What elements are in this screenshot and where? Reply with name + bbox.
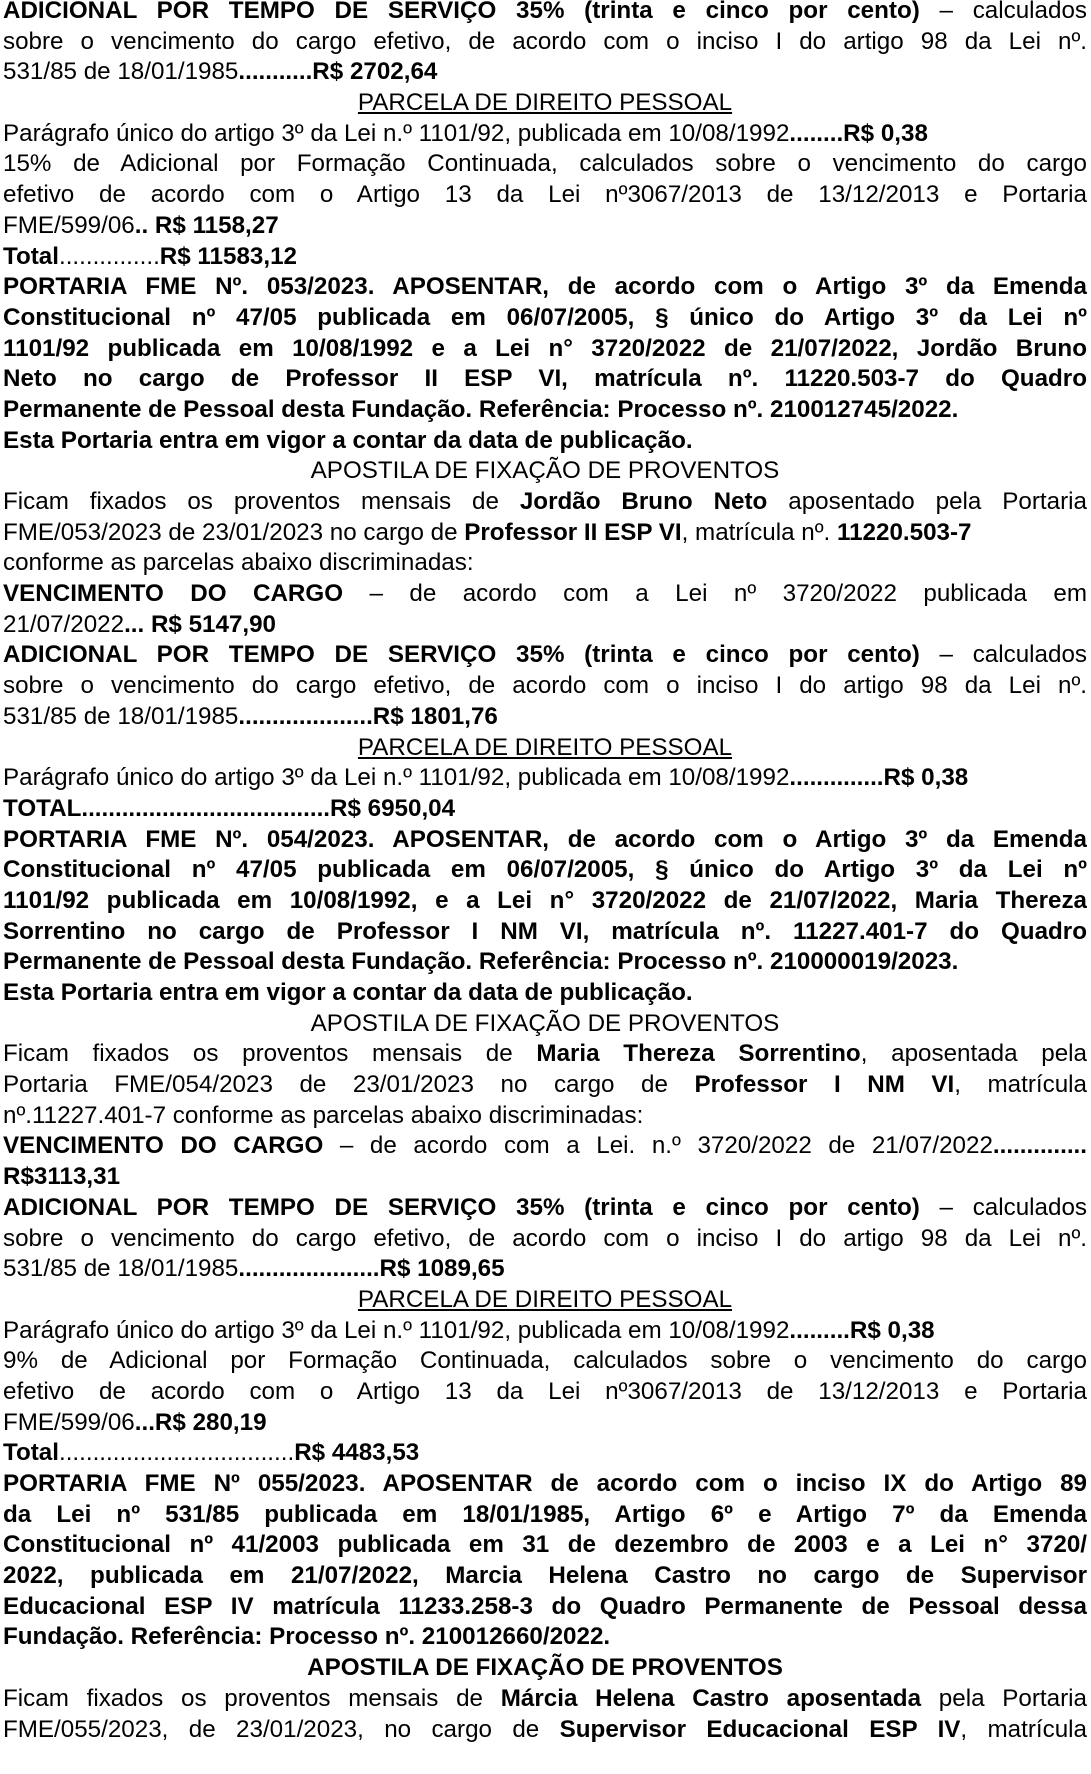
text-run: – calculados — [919, 641, 1087, 669]
bold-text-run: R$ 11583,12 — [159, 242, 297, 270]
text-run: – calculados — [919, 1193, 1087, 1221]
bold-text-run: TOTAL.....................................R$ 6950,04 — [3, 794, 456, 822]
bold-text-run: Permanente de Pessoal desta Fundação. Referência: Processo nº. 210012745/2022. — [3, 395, 959, 423]
text-run: , matrícula — [960, 1715, 1087, 1743]
bold-text-run: Total — [3, 1439, 59, 1467]
text-line — [3, 1715, 1087, 1746]
text-line — [3, 1469, 1087, 1500]
text-line — [3, 1131, 1087, 1162]
text-line — [3, 272, 1087, 303]
text-run: Ficam fixados os proventos mensais de — [3, 1040, 537, 1068]
bold-text-run: ..............R$ 0,38 — [789, 764, 969, 792]
document-text-column — [3, 0, 1087, 1745]
bold-text-run: ........R$ 0,38 — [789, 119, 928, 147]
text-line — [3, 88, 1087, 119]
bold-text-run: Constitucional nº 47/05 publicada em 06/07/2005, § único do Artigo 3º da Lei nº — [3, 856, 1087, 884]
text-line — [3, 1254, 1087, 1285]
text-run: , aposentada pela — [860, 1040, 1087, 1068]
text-line — [3, 671, 1087, 702]
text-line — [3, 794, 1087, 825]
bold-text-run: 1101/92 publicada em 10/08/1992, e a Lei n° 3720/2022 de 21/07/2022, Maria Thereza — [3, 886, 1087, 914]
bold-text-run: Permanente de Pessoal desta Fundação. Referência: Processo nº. 210000019/2023. — [3, 948, 959, 976]
text-line — [3, 1101, 1087, 1132]
bold-text-run: R$3113,31 — [3, 1163, 121, 1191]
bold-text-run: .........R$ 0,38 — [789, 1316, 935, 1344]
text-line — [3, 242, 1087, 273]
text-line — [3, 1285, 1087, 1316]
text-line — [3, 1684, 1087, 1715]
text-line — [3, 211, 1087, 242]
text-line — [3, 1162, 1087, 1193]
text-line — [3, 855, 1087, 886]
text-line — [3, 149, 1087, 180]
text-run: efetivo de acordo com o Artigo 13 da Lei nº3067/2013 de 13/12/2013 e Portaria — [3, 1377, 1087, 1405]
text-line — [3, 1592, 1087, 1623]
text-run: PARCELA DE DIREITO PESSOAL — [357, 1285, 733, 1313]
text-line — [3, 825, 1087, 856]
text-run: aposentado pela Portaria — [767, 488, 1087, 515]
text-line — [3, 364, 1087, 395]
text-line — [3, 1346, 1087, 1377]
text-run: , matrícula nº. — [681, 518, 837, 546]
text-line — [3, 1193, 1087, 1224]
bold-text-run: Supervisor Educacional ESP IV — [559, 1715, 961, 1743]
text-run: FME/599/06 — [3, 211, 135, 239]
bold-text-run: VENCIMENTO DO CARGO — [3, 1132, 324, 1160]
text-line — [3, 548, 1087, 579]
bold-text-run: PORTARIA FME Nº. 053/2023. APOSENTAR, de acordo com o Artigo 3º da Emenda — [3, 273, 1087, 301]
bold-text-run: Márcia Helena Castro aposentada — [500, 1684, 922, 1712]
text-run: efetivo de acordo com o Artigo 13 da Lei nº3067/2013 de 13/12/2013 e Portaria — [3, 181, 1087, 209]
bold-text-run: PORTARIA FME Nº 055/2023. APOSENTAR de acordo com o inciso IX do Artigo 89 — [3, 1470, 1087, 1497]
text-line — [3, 702, 1087, 733]
text-line — [3, 1224, 1087, 1255]
text-run: – calculados — [919, 0, 1087, 24]
text-line — [3, 518, 1087, 549]
text-run: ................................... — [58, 1439, 295, 1467]
bold-text-run: Esta Portaria entra em vigor a contar da data de publicação. — [3, 426, 693, 454]
text-run: Ficam fixados os proventos mensais de — [3, 1684, 501, 1712]
text-run: Ficam fixados os proventos mensais de — [3, 488, 520, 515]
text-line — [3, 180, 1087, 211]
bold-text-run: Esta Portaria entra em vigor a contar da data de publicação. — [3, 979, 693, 1006]
bold-text-run: Sorrentino no cargo de Professor I NM VI, matrícula nº. 11227.401-7 do Quadro — [3, 917, 1087, 945]
bold-text-run: 2022, publicada em 21/07/2022, Marcia Helena Castro no cargo de Supervisor — [3, 1562, 1087, 1590]
text-line — [3, 917, 1087, 948]
bold-text-run: da Lei nº 531/85 publicada em 18/01/1985, Artigo 6º e Artigo 7º da Emenda — [3, 1500, 1087, 1528]
bold-text-run: Total — [3, 242, 59, 270]
bold-text-run: Professor II ESP VI — [464, 518, 682, 546]
bold-text-run: Neto no cargo de Professor II ESP VI, matrícula nº. 11220.503-7 do Quadro — [3, 365, 1087, 393]
bold-text-run: Constitucional nº 47/05 publicada em 06/07/2005, § único do Artigo 3º da Lei nº — [3, 303, 1087, 331]
bold-text-run: 1101/92 publicada em 10/08/1992 e a Lei n° 3720/2022 de 21/07/2022, Jordão Bruno — [3, 334, 1087, 362]
text-line — [3, 334, 1087, 365]
text-line — [3, 1561, 1087, 1592]
text-run: ............... — [58, 242, 160, 270]
bold-text-run: Professor I NM VI — [694, 1071, 955, 1099]
text-line — [3, 579, 1087, 610]
text-line — [3, 0, 1087, 27]
text-line — [3, 1070, 1087, 1101]
bold-text-run: Educacional ESP IV matrícula 11233.258-3 do Quadro Permanente de Pessoal dessa — [3, 1592, 1087, 1620]
text-line — [3, 1377, 1087, 1408]
text-run: PARCELA DE DIREITO PESSOAL — [357, 89, 733, 117]
text-run: Parágrafo único do artigo 3º da Lei n.º 1101/92, publicada em 10/08/1992 — [3, 1316, 790, 1344]
text-line — [3, 763, 1087, 794]
text-run: FME/599/06 — [3, 1408, 135, 1436]
text-run: APOSTILA DE FIXAÇÃO DE PROVENTOS — [310, 1009, 780, 1037]
text-line — [3, 1530, 1087, 1561]
text-line — [3, 1653, 1087, 1684]
text-run: – de acordo com a Lei nº 3720/2022 publicada em — [343, 580, 1087, 608]
text-line — [3, 1622, 1087, 1653]
text-line — [3, 1438, 1087, 1469]
bold-text-run: Jordão Bruno Neto — [519, 488, 768, 515]
text-run: pela Portaria — [921, 1684, 1087, 1712]
text-line — [3, 27, 1087, 58]
text-run: – de acordo com a Lei. n.º 3720/2022 de 21/07/2022 — [323, 1132, 993, 1160]
text-run: 531/85 de 18/01/1985 — [3, 58, 239, 86]
text-run: 15% de Adicional por Formação Continuada, calculados sobre o vencimento do cargo — [3, 150, 1087, 178]
bold-text-run: PORTARIA FME Nº. 054/2023. APOSENTAR, de acordo com o Artigo 3º da Emenda — [3, 825, 1087, 853]
text-run: 21/07/2022 — [3, 610, 125, 638]
text-run: 531/85 de 18/01/1985 — [3, 702, 239, 730]
text-run: PARCELA DE DIREITO PESSOAL — [357, 733, 733, 761]
bold-text-run: ADICIONAL POR TEMPO DE SERVIÇO 35% (trinta e cinco por cento) — [3, 641, 920, 669]
bold-text-run: APOSTILA DE FIXAÇÃO DE PROVENTOS — [307, 1654, 783, 1682]
text-line — [3, 426, 1087, 457]
text-run: 9% de Adicional por Formação Continuada, calculados sobre o vencimento do cargo — [3, 1347, 1087, 1375]
text-line — [3, 395, 1087, 426]
text-line — [3, 1408, 1087, 1439]
text-run: 531/85 de 18/01/1985 — [3, 1255, 239, 1283]
text-line — [3, 1009, 1087, 1040]
bold-text-run: Constitucional nº 41/2003 publicada em 31 de dezembro de 2003 e a Lei n° 3720/ — [3, 1531, 1087, 1559]
text-run: FME/053/2023 de 23/01/2023 no cargo de — [3, 518, 465, 546]
text-line — [3, 640, 1087, 671]
text-run: Portaria FME/054/2023 de 23/01/2023 no cargo de — [3, 1071, 695, 1099]
text-run: , matrícula — [954, 1071, 1087, 1099]
text-run: Parágrafo único do artigo 3º da Lei n.º 1101/92, publicada em 10/08/1992 — [3, 764, 790, 792]
bold-text-run: ADICIONAL POR TEMPO DE SERVIÇO 35% (trinta e cinco por cento) — [3, 0, 920, 24]
text-run: sobre o vencimento do cargo efetivo, de acordo com o inciso I do artigo 98 da Lei nº. — [3, 27, 1087, 55]
text-line — [3, 947, 1087, 978]
text-line — [3, 1316, 1087, 1347]
bold-text-run: Fundação. Referência: Processo nº. 210012660/2022. — [3, 1623, 611, 1651]
bold-text-run: ADICIONAL POR TEMPO DE SERVIÇO 35% (trinta e cinco por cento) — [3, 1193, 920, 1221]
text-line — [3, 733, 1087, 764]
text-line — [3, 487, 1087, 518]
bold-text-run: ... R$ 5147,90 — [124, 610, 277, 638]
text-run: sobre o vencimento do cargo efetivo, de acordo com o inciso I do artigo 98 da Lei nº. — [3, 672, 1087, 700]
bold-text-run: Maria Thereza Sorrentino — [536, 1040, 861, 1068]
text-line — [3, 303, 1087, 334]
text-line — [3, 1039, 1087, 1070]
bold-text-run: R$ 4483,53 — [294, 1439, 420, 1467]
bold-text-run: ...........R$ 2702,64 — [238, 58, 438, 86]
text-run: sobre o vencimento do cargo efetivo, de acordo com o inciso I do artigo 98 da Lei nº. — [3, 1224, 1087, 1252]
text-run: conforme as parcelas abaixo discriminadas: — [3, 549, 474, 577]
text-line — [3, 1500, 1087, 1531]
text-line — [3, 886, 1087, 917]
bold-text-run: VENCIMENTO DO CARGO — [3, 580, 344, 608]
text-line — [3, 57, 1087, 88]
text-run: Parágrafo único do artigo 3º da Lei n.º 1101/92, publicada em 10/08/1992 — [3, 119, 790, 147]
text-run: FME/055/2023, de 23/01/2023, no cargo de — [3, 1715, 560, 1743]
text-line — [3, 456, 1087, 487]
text-run: APOSTILA DE FIXAÇÃO DE PROVENTOS — [310, 457, 780, 485]
bold-text-run: .............. — [992, 1132, 1087, 1160]
text-run: nº.11227.401-7 conforme as parcelas abaixo discriminadas: — [3, 1101, 644, 1129]
text-line — [3, 119, 1087, 150]
bold-text-run: ....................R$ 1801,76 — [238, 702, 498, 730]
text-line — [3, 610, 1087, 641]
bold-text-run: .....................R$ 1089,65 — [238, 1255, 505, 1283]
bold-text-run: .. R$ 1158,27 — [134, 211, 279, 239]
bold-text-run: ...R$ 280,19 — [134, 1408, 267, 1436]
text-line — [3, 978, 1087, 1009]
bold-text-run: 11220.503-7 — [836, 518, 972, 546]
